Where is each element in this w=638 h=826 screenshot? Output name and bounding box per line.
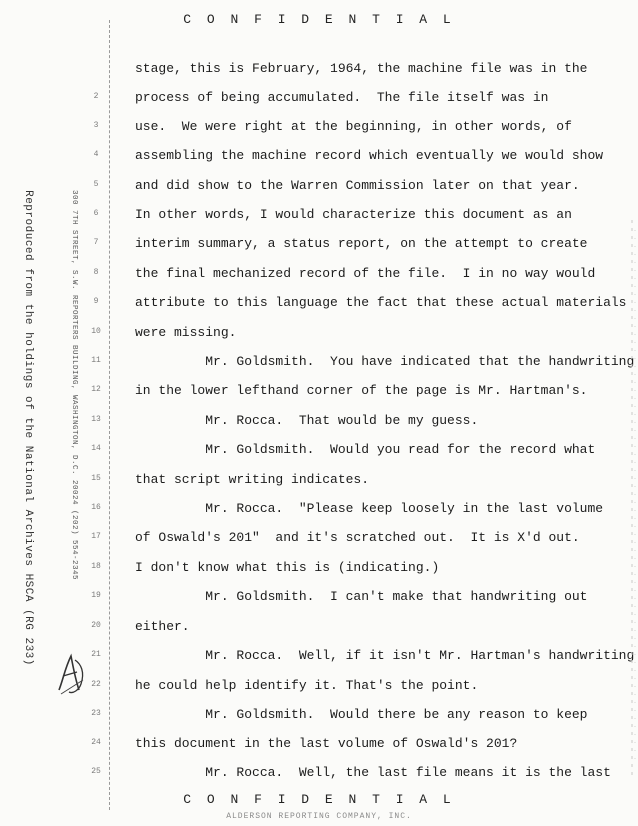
transcript-line: Mr. Rocca. That would be my guess. (135, 413, 479, 428)
line-number: 20 (91, 621, 101, 630)
line-number: 21 (91, 650, 101, 659)
transcript-line: assembling the machine record which eventually we would show (135, 148, 604, 163)
line-number: 2 (93, 92, 99, 101)
transcript-line: Mr. Goldsmith. Would you read for the record what (135, 442, 596, 457)
transcript-line: Mr. Goldsmith. Would there be any reason to keep (135, 707, 588, 722)
line-number: 15 (91, 474, 101, 483)
transcript-line: either. (135, 619, 190, 634)
line-number: 5 (93, 180, 99, 189)
transcript-line: In other words, I would characterize this document as an (135, 207, 572, 222)
line-number: 10 (91, 327, 101, 336)
line-number: 16 (91, 503, 101, 512)
line-number: 23 (91, 709, 101, 718)
transcript-line: he could help identify it. That's the point. (135, 678, 479, 693)
line-number: 12 (91, 385, 101, 394)
line-number: 19 (91, 591, 101, 600)
line-number: 8 (93, 268, 99, 277)
transcript-line: Mr. Goldsmith. I can't make that handwriting out (135, 589, 588, 604)
line-number: 18 (91, 562, 101, 571)
transcript-line: I don't know what this is (indicating.) (135, 560, 440, 575)
line-number: 6 (93, 209, 99, 218)
line-number: 17 (91, 532, 101, 541)
transcript-line: stage, this is February, 1964, the machine file was in the (135, 61, 588, 76)
transcript-line: Mr. Goldsmith. You have indicated that the handwriting (135, 354, 635, 369)
transcript-line: were missing. (135, 325, 237, 340)
transcript-line: Mr. Rocca. "Please keep loosely in the last volume (135, 501, 604, 516)
line-number: 4 (93, 150, 99, 159)
line-number: 13 (91, 415, 101, 424)
transcript-line: interim summary, a status report, on the attempt to create (135, 236, 588, 251)
line-number: 7 (93, 238, 99, 247)
line-number: 25 (91, 767, 101, 776)
transcript-line: this document in the last volume of Oswald's 201? (135, 736, 518, 751)
line-number: 22 (91, 680, 101, 689)
transcript-line: the final mechanized record of the file. I in no way would (135, 266, 596, 281)
scan-edge-noise (624, 220, 638, 780)
line-number: 14 (91, 444, 101, 453)
confidential-header: C O N F I D E N T I A L (183, 12, 455, 27)
transcript-line: in the lower lefthand corner of the page is Mr. Hartman's. (135, 383, 588, 398)
transcript-line: use. We were right at the beginning, in other words, of (135, 119, 572, 134)
line-number: 3 (93, 121, 99, 130)
transcript-line: of Oswald's 201" and it's scratched out. It is X'd out. (135, 530, 580, 545)
transcript-line: Mr. Rocca. Well, if it isn't Mr. Hartman's handwriting (135, 648, 635, 663)
transcript-line: attribute to this language the fact that these actual materials (135, 295, 627, 310)
reporter-footer: ALDERSON REPORTING COMPANY, INC. (226, 812, 412, 821)
margin-rule (109, 20, 110, 810)
line-number: 24 (91, 738, 101, 747)
line-number: 9 (93, 297, 99, 306)
confidential-footer: C O N F I D E N T I A L (183, 792, 455, 807)
archive-reproduction-note: Reproduced from the holdings of the National Archives HSCA (RG 233) (22, 190, 34, 666)
handwritten-initials (55, 650, 89, 698)
transcript-line: process of being accumulated. The file itself was in (135, 90, 549, 105)
transcript-line: that script writing indicates. (135, 472, 370, 487)
reporter-address-margin: 300 7TH STREET, S.W. REPORTERS BUILDING, WASHINGTON, D.C. 20024 (202) 554-2345 (70, 189, 78, 581)
transcript-line: Mr. Rocca. Well, the last file means it is the last (135, 765, 611, 780)
transcript-line: and did show to the Warren Commission later on that year. (135, 178, 580, 193)
line-number: 11 (91, 356, 101, 365)
